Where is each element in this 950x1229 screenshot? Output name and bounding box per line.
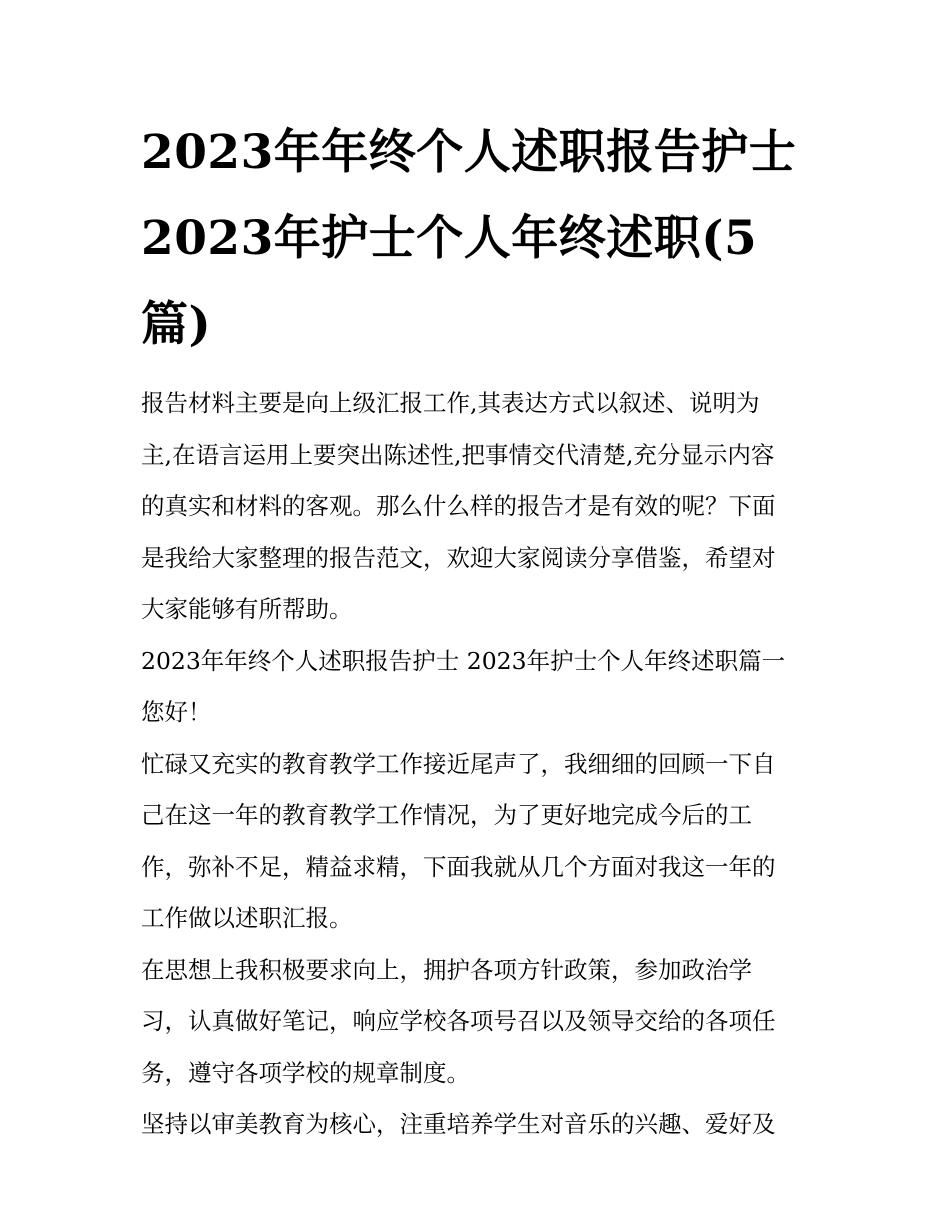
document-body	[141, 378, 821, 1151]
document-content	[141, 110, 821, 1151]
greeting-paragraph	[141, 687, 821, 739]
document-title	[141, 110, 821, 368]
text-line: 报告材料主要是向上级汇报工作,其表达方式以叙述、说明为	[141, 389, 760, 417]
section-heading	[141, 636, 821, 688]
text-line: 习，认真做好笔记，响应学校各项号召以及领导交给的各项任	[141, 1007, 776, 1035]
title-line: 2023年护士个人年终述职(5	[141, 211, 758, 266]
text-line: 工作做以述职汇报。	[141, 904, 353, 932]
text-line: 务，遵守各项学校的规章制度。	[141, 1058, 470, 1087]
text-line: 是我给大家整理的报告范文，欢迎大家阅读分享借鉴，希望对	[141, 543, 776, 572]
text-line: 作，弥补不足，精益求精，下面我就从几个方面对我这一年的	[141, 852, 776, 881]
body-paragraph	[141, 739, 821, 945]
text-line: 忙碌又充实的教育教学工作接近尾声了，我细细的回顾一下自	[141, 749, 776, 778]
intro-paragraph	[141, 378, 821, 636]
text-line: 己在这一年的教育教学工作情况，为了更好地完成今后的工	[141, 801, 752, 829]
text-line: 2023年年终个人述职报告护士 2023年护士个人年终述职篇一	[141, 646, 786, 675]
text-line: 您好！	[141, 698, 212, 726]
text-line: 主,在语言运用上要突出陈述性,把事情交代清楚,充分显示内容	[141, 440, 775, 469]
text-line: 坚持以审美教育为核心，注重培养学生对音乐的兴趣、爱好及	[141, 1110, 776, 1138]
title-line: 2023年年终个人述职报告护士	[141, 125, 797, 180]
body-paragraph	[141, 1099, 821, 1151]
body-paragraph	[141, 945, 821, 1100]
title-line: 篇)	[141, 297, 212, 352]
text-line: 的真实和材料的客观。那么什么样的报告才是有效的呢？下面	[141, 492, 776, 520]
text-line: 在思想上我积极要求向上，拥护各项方针政策，参加政治学	[141, 955, 752, 984]
text-line: 大家能够有所帮助。	[141, 595, 353, 623]
